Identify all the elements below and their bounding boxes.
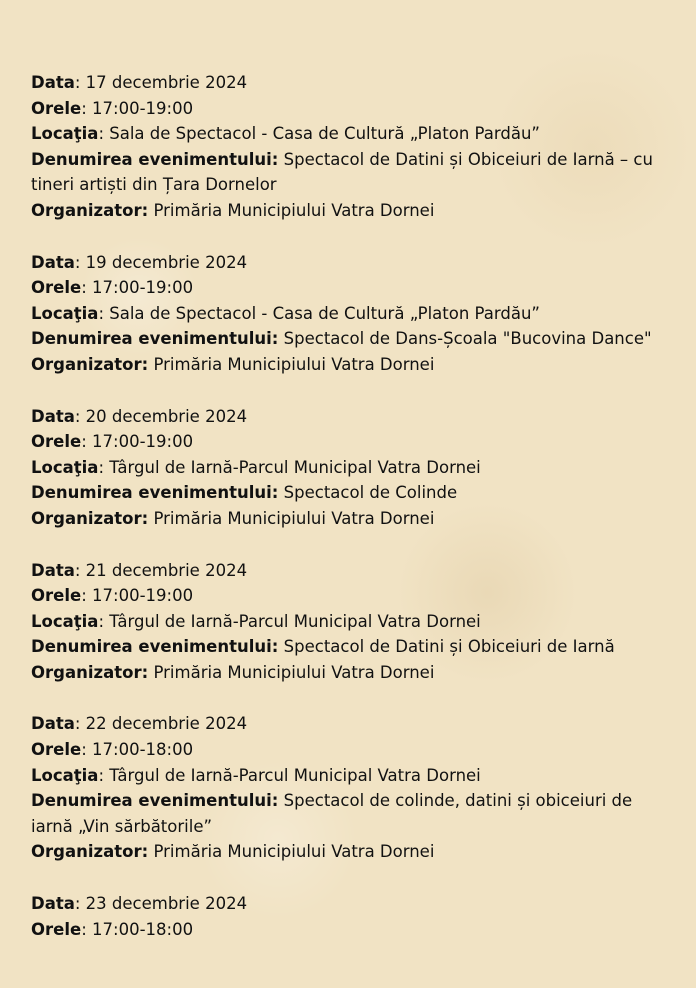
event-organizer: Primăria Municipiului Vatra Dornei <box>153 662 435 682</box>
event-entry <box>31 250 676 378</box>
organizer-label: Organizator <box>31 662 142 682</box>
date-label: Data <box>31 714 75 734</box>
event-location-line: Locaţia: Târgul de Iarnă-Parcul Municipal Vatra Dornei <box>31 611 481 631</box>
event-name-line: Denumirea evenimentului: Spectacol de Datini și Obiceiuri de Iarnă – cu tineri artiști din Țara Dornelor <box>31 149 653 195</box>
event-organizer-line: Organizator: Primăria Municipiului Vatra Dornei <box>31 842 435 862</box>
event-date-line: Data: 22 decembrie 2024 <box>31 714 248 734</box>
event-name-label: Denumirea evenimentului <box>31 483 272 503</box>
location-label: Locaţia <box>31 303 99 323</box>
date-label: Data <box>31 560 75 580</box>
event-name-line: Denumirea evenimentului: Spectacol de colinde, datini și obiceiuri de iarnă „Vin sărbătorile” <box>31 791 633 836</box>
hours-label: Orele <box>31 740 82 760</box>
event-hours-line: Orele: 17:00-18:00 <box>31 740 194 760</box>
event-location-line: Locaţia: Sala de Spectacol - Casa de Cultură „Platon Pardău” <box>31 303 540 323</box>
hours-label: Orele <box>31 98 82 118</box>
event-name-line: Denumirea evenimentului: Spectacol de Datini și Obiceiuri de Iarnă <box>31 637 615 657</box>
event-name: Spectacol de Colinde <box>283 483 458 503</box>
event-date-line: Data: 20 decembrie 2024 <box>31 406 248 426</box>
event-hours-line: Orele: 17:00-19:00 <box>31 432 194 452</box>
event-organizer-line: Organizator: Primăria Municipiului Vatra Dornei <box>31 354 435 374</box>
event-date: 23 decembrie 2024 <box>85 894 248 914</box>
organizer-label: Organizator <box>31 200 142 220</box>
event-organizer-line: Organizator: Primăria Municipiului Vatra Dornei <box>31 662 435 682</box>
event-location: Târgul de Iarnă-Parcul Municipal Vatra Dornei <box>109 611 481 631</box>
event-hours: 17:00-19:00 <box>92 432 194 452</box>
event-name-label: Denumirea evenimentului <box>31 637 272 657</box>
event-location-line: Locaţia: Târgul de Iarnă-Parcul Municipal Vatra Dornei <box>31 457 481 477</box>
event-date: 21 decembrie 2024 <box>85 560 248 580</box>
date-label: Data <box>31 252 75 272</box>
location-label: Locaţia <box>31 611 99 631</box>
event-hours: 17:00-19:00 <box>92 586 194 606</box>
event-date: 22 decembrie 2024 <box>85 714 248 734</box>
event-entry <box>31 891 676 942</box>
date-label: Data <box>31 406 75 426</box>
event-organizer: Primăria Municipiului Vatra Dornei <box>153 200 435 220</box>
event-organizer-line: Organizator: Primăria Municipiului Vatra Dornei <box>31 508 435 528</box>
hours-label: Orele <box>31 278 82 298</box>
location-label: Locaţia <box>31 765 99 785</box>
event-name: Spectacol de Dans-Școala "Bucovina Dance" <box>283 329 652 349</box>
event-location: Sala de Spectacol - Casa de Cultură „Platon Pardău” <box>109 124 540 144</box>
organizer-label: Organizator <box>31 842 142 862</box>
event-organizer: Primăria Municipiului Vatra Dornei <box>153 354 435 374</box>
event-location: Sala de Spectacol - Casa de Cultură „Platon Pardău” <box>109 303 540 323</box>
event-date: 20 decembrie 2024 <box>85 406 248 426</box>
event-organizer-line: Organizator: Primăria Municipiului Vatra Dornei <box>31 200 435 220</box>
event-date: 19 decembrie 2024 <box>85 252 248 272</box>
event-entry <box>31 558 676 686</box>
event-organizer: Primăria Municipiului Vatra Dornei <box>153 508 435 528</box>
event-location-line: Locaţia: Târgul de Iarnă-Parcul Municipal Vatra Dornei <box>31 765 481 785</box>
event-hours: 17:00-18:00 <box>92 919 194 939</box>
organizer-label: Organizator <box>31 354 142 374</box>
event-hours: 17:00-18:00 <box>92 740 194 760</box>
event-hours-line: Orele: 17:00-18:00 <box>31 919 194 939</box>
hours-label: Orele <box>31 586 82 606</box>
location-label: Locaţia <box>31 457 99 477</box>
event-name-label: Denumirea evenimentului <box>31 329 272 349</box>
event-name-line: Denumirea evenimentului: Spectacol de Colinde <box>31 483 458 503</box>
event-location-line: Locaţia: Sala de Spectacol - Casa de Cultură „Platon Pardău” <box>31 124 540 144</box>
date-label: Data <box>31 73 75 92</box>
event-name-label: Denumirea evenimentului <box>31 791 272 811</box>
event-date-line: Data: 17 decembrie 2024 <box>31 73 248 92</box>
hours-label: Orele <box>31 432 82 452</box>
event-hours-line: Orele: 17:00-19:00 <box>31 278 194 298</box>
event-hours: 17:00-19:00 <box>92 278 194 298</box>
event-date: 17 decembrie 2024 <box>85 73 248 92</box>
event-location: Târgul de Iarnă-Parcul Municipal Vatra Dornei <box>109 457 481 477</box>
organizer-label: Organizator <box>31 508 142 528</box>
hours-label: Orele <box>31 919 82 939</box>
event-name: Spectacol de colinde, datini și obiceiuri de iarnă „Vin sărbătorile” <box>31 791 633 836</box>
event-organizer: Primăria Municipiului Vatra Dornei <box>153 842 435 862</box>
event-date-line: Data: 21 decembrie 2024 <box>31 560 248 580</box>
event-name: Spectacol de Datini și Obiceiuri de Iarnă <box>283 637 615 657</box>
event-name-line: Denumirea evenimentului: Spectacol de Dans-Școala "Bucovina Dance" <box>31 329 652 349</box>
event-location: Târgul de Iarnă-Parcul Municipal Vatra Dornei <box>109 765 481 785</box>
event-entry <box>31 70 676 224</box>
event-name: Spectacol de Datini și Obiceiuri de Iarnă – cu tineri artiști din Țara Dornelor <box>31 149 653 195</box>
event-name-label: Denumirea evenimentului <box>31 149 272 169</box>
event-entry <box>31 711 676 865</box>
event-hours: 17:00-19:00 <box>92 98 194 118</box>
location-label: Locaţia <box>31 124 99 144</box>
event-date-line: Data: 19 decembrie 2024 <box>31 252 248 272</box>
date-label: Data <box>31 894 75 914</box>
event-hours-line: Orele: 17:00-19:00 <box>31 586 194 606</box>
event-entry <box>31 404 676 532</box>
event-date-line: Data: 23 decembrie 2024 <box>31 894 248 914</box>
event-hours-line: Orele: 17:00-19:00 <box>31 98 194 118</box>
